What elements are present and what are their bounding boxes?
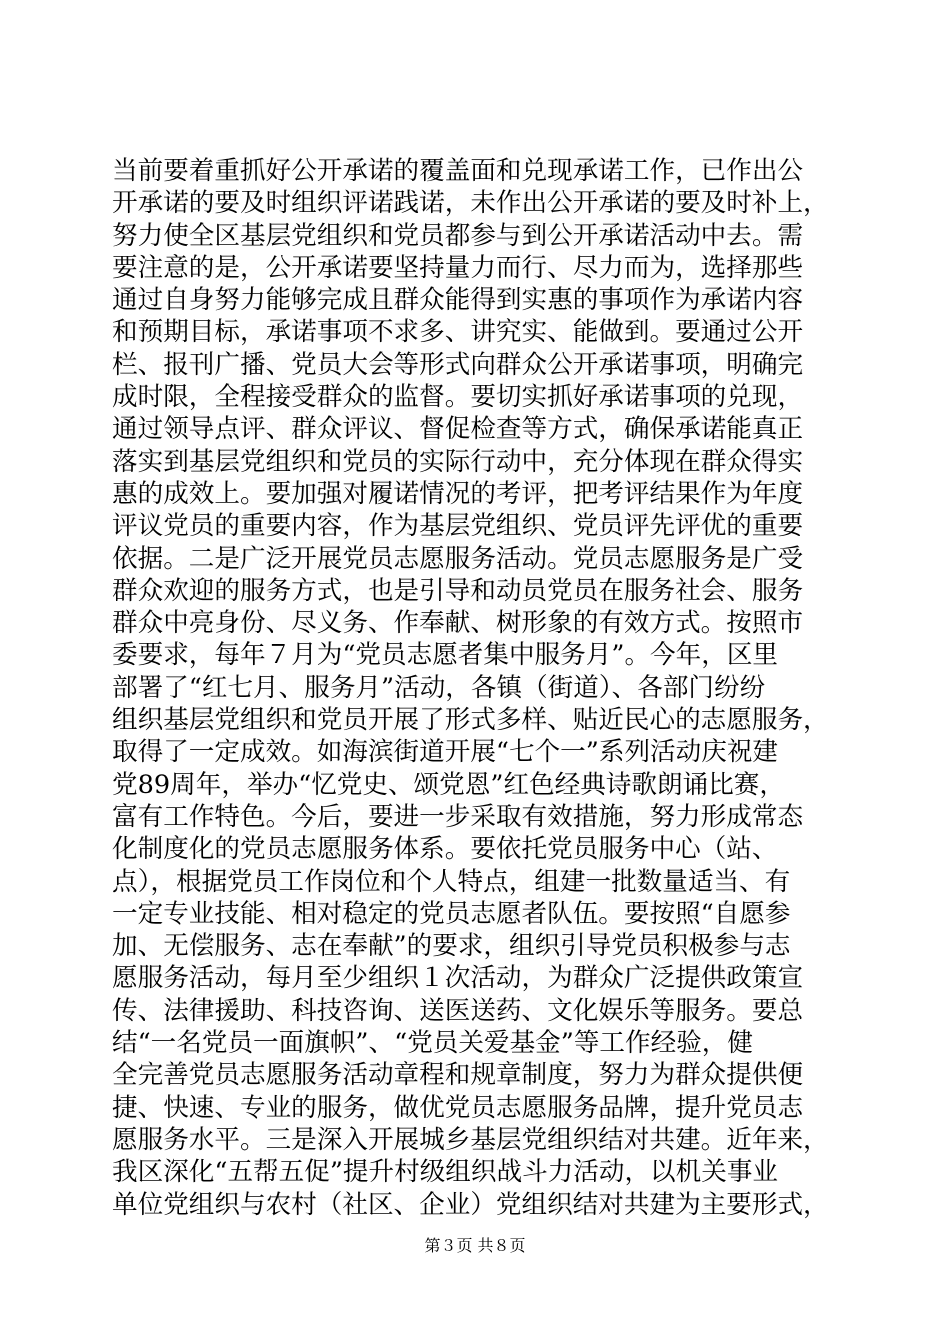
text-line: 结“一名党员一面旗帜”、“党员关爱基金”等工作经验，健 [112,1028,753,1059]
text-line: 落实到基层党组织和党员的实际行动中，充分体现在群众得实 [112,446,804,477]
text-line: 要注意的是，公开承诺要坚持量力而行、尽力而为，选择那些 [112,252,804,283]
text-line: 传、法律援助、科技咨询、送医送药、文化娱乐等服务。要总 [112,995,804,1026]
page-footer: 第３页 共８页 [424,1236,526,1255]
text-line: 党89周年，举办“忆党史、颂党恩”红色经典诗歌朗诵比赛， [112,769,785,800]
text-line: 富有工作特色。今后，要进一步采取有效措施，努力形成常态 [112,801,804,832]
text-line: 全完善党员志愿服务活动章程和规章制度，努力为群众提供便 [112,1060,804,1091]
text-line: 通过领导点评、群众评议、督促检查等方式，确保承诺能真正 [112,414,804,445]
text-line: 努力使全区基层党组织和党员都参与到公开承诺活动中去。需 [112,220,804,251]
text-line: 我区深化“五帮五促”提升村级组织战斗力活动，以机关事业 [112,1157,779,1188]
text-line: 当前要着重抓好公开承诺的覆盖面和兑现承诺工作，已作出公 [112,156,804,186]
text-line: 依据。二是广泛开展党员志愿服务活动。党员志愿服务是广受 [112,543,804,574]
text-line: 捷、快速、专业的服务，做优党员志愿服务品牌，提升党员志 [112,1092,804,1123]
text-line: 点），根据党员工作岗位和个人特点，组建一批数量适当、有 [112,866,791,897]
text-line: 栏、报刊广播、党员大会等形式向群众公开承诺事项，明确完 [112,349,804,380]
text-line: 愿服务活动，每月至少组织１次活动，为群众广泛提供政策宣 [112,963,804,994]
text-line: 化制度化的党员志愿服务体系。要依托党员服务中心（站、 [112,834,778,865]
text-line: 委要求，每年７月为“党员志愿者集中服务月”。今年，区里 [112,640,779,671]
text-line: 通过自身努力能够完成且群众能得到实惠的事项作为承诺内容 [112,285,804,316]
text-line: 群众中亮身份、尽义务、作奉献、树形象的有效方式。按照市 [112,608,804,639]
text-line: 组织基层党组织和党员开展了形式多样、贴近民心的志愿服务， [112,705,829,736]
text-line: 开承诺的要及时组织评诺践诺，未作出公开承诺的要及时补上， [112,188,829,219]
text-line: 惠的成效上。要加强对履诺情况的考评，把考评结果作为年度 [112,478,804,509]
text-line: 成时限，全程接受群众的监督。要切实抓好承诺事项的兑现， [112,382,804,413]
text-line: 愿服务水平。三是深入开展城乡基层党组织结对共建。近年来， [112,1124,829,1155]
text-line: 一定专业技能、相对稳定的党员志愿者队伍。要按照“自愿参 [112,898,791,929]
text-line: 取得了一定成效。如海滨街道开展“七个一”系列活动庆祝建 [112,737,779,768]
text-line: 评议党员的重要内容，作为基层党组织、党员评先评优的重要 [112,511,804,542]
text-line: 加、无偿服务、志在奉献”的要求，组织引导党员积极参与志 [112,931,791,962]
text-line: 和预期目标，承诺事项不求多、讲究实、能做到。要通过公开 [112,317,804,348]
text-line: 单位党组织与农村（社区、企业）党组织结对共建为主要形式， [112,1189,829,1220]
text-line: 群众欢迎的服务方式，也是引导和动员党员在服务社会、服务 [112,575,804,606]
body-paragraph [112,155,842,1221]
text-line: 部署了“红七月、服务月”活动，各镇（街道）、各部门纷纷 [112,672,766,703]
